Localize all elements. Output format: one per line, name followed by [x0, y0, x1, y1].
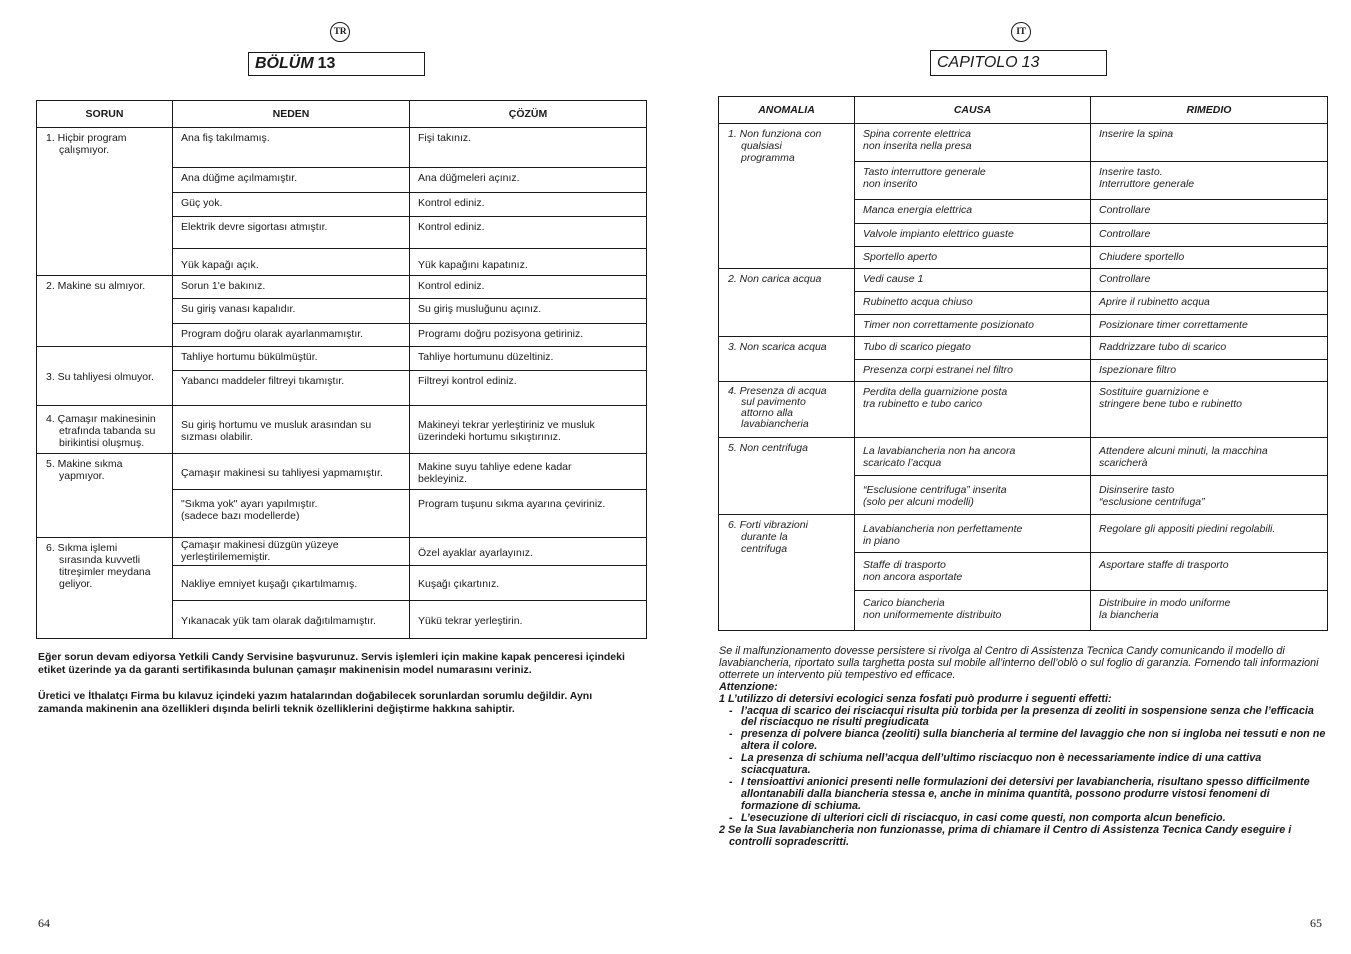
table-row	[719, 438, 1328, 476]
problem-cell: 1. Non funziona con qualsiasi programma	[719, 124, 855, 269]
cause-cell: Carico biancheria non uniformemente distribuito	[855, 591, 1091, 631]
list-item: - La presenza di schiuma nell’acqua dell’ultimo risciacquo non è necessariamente indice di una cattiva sciacquatura.	[729, 752, 1262, 777]
column-header-problem: ANOMALIA	[719, 97, 855, 124]
solution-cell: Programı doğru pozisyona getiriniz.	[410, 324, 647, 347]
cause-cell: Su giriş vanası kapalıdır.	[173, 299, 410, 324]
cause-cell: Sorun 1'e bakınız.	[173, 276, 410, 299]
solution-cell: Kontrol ediniz.	[410, 217, 647, 249]
solution-cell: Ana düğmeleri açınız.	[410, 168, 647, 193]
column-header-cause: CAUSA	[855, 97, 1091, 124]
solution-cell: Kuşağı çıkartınız.	[410, 566, 647, 601]
solution-cell: Yük kapağını kapatınız.	[410, 249, 647, 276]
table-row	[37, 538, 647, 566]
solution-cell: Chiudere sportello	[1091, 247, 1328, 269]
problem-cell: 2. Makine su almıyor.	[37, 276, 173, 347]
note-point-2: 2 Se la Sua lavabiancheria non funzionasse, prima di chiamare il Centro di Assistenza Tecnica Candy eseguire i controlli sopradescritti.	[719, 823, 1292, 848]
right-page	[676, 0, 1351, 954]
table-row	[37, 276, 647, 299]
solution-cell: Ispezionare filtro	[1091, 360, 1328, 382]
problem-cell: 6. Forti vibrazioni durante la centrifuga	[719, 515, 855, 631]
note-point-1: 1 L’utilizzo di detersivi ecologici senza fosfati può produrre i seguenti effetti:	[719, 692, 1112, 705]
problem-cell: 5. Non centrifuga	[719, 438, 855, 515]
cause-cell: Sportello aperto	[855, 247, 1091, 269]
solution-cell: Raddrizzare tubo di scarico	[1091, 337, 1328, 360]
problem-cell: 3. Su tahliyesi olmuyor.	[37, 347, 173, 406]
table-row	[719, 337, 1328, 360]
solution-cell: Özel ayaklar ayarlayınız.	[410, 538, 647, 566]
solution-cell: Posizionare timer correttamente	[1091, 315, 1328, 337]
solution-cell: Asportare staffe di trasporto	[1091, 553, 1328, 591]
cause-cell: Presenza corpi estranei nel filtro	[855, 360, 1091, 382]
solution-cell: Yükü tekrar yerleştirin.	[410, 601, 647, 639]
cause-cell: Timer non correttamente posizionato	[855, 315, 1091, 337]
chapter-number: 13	[317, 55, 336, 72]
solution-cell: Tahliye hortumunu düzeltiniz.	[410, 347, 647, 371]
problem-cell: 4. Presenza di acqua sul pavimento attorno alla lavabiancheria	[719, 382, 855, 438]
problem-cell: 5. Makine sıkma yapmıyor.	[37, 454, 173, 538]
service-note: Eğer sorun devam ediyorsa Yetkili Candy Servisine başvurunuz. Servis işlemleri için makine kapak penceresi içindeki etiket üzerinde ya da garanti sertifikasında bulunan çamaşır makinenisin model numarasını veriniz.	[38, 651, 625, 676]
problem-cell: 1. Hiçbir program çalışmıyor.	[37, 128, 173, 276]
cause-cell: Lavabiancheria non perfettamente in piano	[855, 515, 1091, 553]
table-row	[37, 128, 647, 168]
problem-cell: 2. Non carica acqua	[719, 269, 855, 337]
cause-cell: Manca energia elettrica	[855, 200, 1091, 224]
cause-cell: Tubo di scarico piegato	[855, 337, 1091, 360]
note-bullet-list	[719, 706, 1327, 825]
list-item: - I tensioattivi anionici presenti nelle formulazioni dei detersivi per lavabiancheria, risultano spesso difficilmente allontanabili dalla biancheria stessa e, anche in minima quantità, possono produrre vistosi fenomeni di formazione di schiuma.	[729, 775, 1310, 812]
chapter-number: 13	[1021, 54, 1040, 71]
cause-cell: Yük kapağı açık.	[173, 249, 410, 276]
cause-cell: Valvole impianto elettrico guaste	[855, 224, 1091, 247]
chapter-heading	[930, 50, 1107, 76]
cause-cell: Ana fiş takılmamış.	[173, 128, 410, 168]
problem-cell: 3. Non scarica acqua	[719, 337, 855, 382]
chapter-heading	[248, 52, 425, 76]
solution-cell: Fişi takınız.	[410, 128, 647, 168]
solution-cell: Kontrol ediniz.	[410, 276, 647, 299]
page-number: 64	[38, 916, 50, 930]
solution-cell: Makineyi tekrar yerleştiriniz ve musluk üzerindeki hortumu sıkıştırınız.	[410, 406, 647, 454]
solution-cell: Attendere alcuni minuti, la macchina scaricherà	[1091, 438, 1328, 476]
solution-cell: Aprire il rubinetto acqua	[1091, 292, 1328, 315]
solution-cell: Kontrol ediniz.	[410, 193, 647, 217]
solution-cell: Su giriş musluğunu açınız.	[410, 299, 647, 324]
table-row	[719, 269, 1328, 292]
solution-cell: Filtreyi kontrol ediniz.	[410, 371, 647, 406]
column-header-cause: NEDEN	[173, 101, 410, 128]
cause-cell: "Sıkma yok" ayarı yapılmıştır. (sadece bazı modellerde)	[173, 490, 410, 538]
cause-cell: Yabancı maddeler filtreyi tıkamıştır.	[173, 371, 410, 406]
cause-cell: Vedi cause 1	[855, 269, 1091, 292]
column-header-problem: SORUN	[37, 101, 173, 128]
table-row	[719, 124, 1328, 162]
table-row	[719, 382, 1328, 438]
solution-cell: Inserire la spina	[1091, 124, 1328, 162]
cause-cell: Yıkanacak yük tam olarak dağıtılmamıştır.	[173, 601, 410, 639]
assistance-intro: Se il malfunzionamento dovesse persistere si rivolga al Centro di Assistenza Tecnica Candy comunicando il modello di lavabiancheria, riportato sulla targhetta posta sul mobile all’interno dell’oblò o sul foglio di garanzia. Fornendo tali informazioni otterrete un intervento più tempestivo ed efficace.	[719, 645, 1319, 681]
solution-cell: Regolare gli appositi piedini regolabili.	[1091, 515, 1328, 553]
cause-cell: Tahliye hortumu bükülmüştür.	[173, 347, 410, 371]
cause-cell: Program doğru olarak ayarlanmamıştır.	[173, 324, 410, 347]
cause-cell: Çamaşır makinesi düzgün yüzeye yerleştirilememiştir.	[173, 538, 410, 566]
problem-cell: 6. Sıkma işlemi sırasında kuvvetli titreşimler meydana geliyor.	[37, 538, 173, 639]
cause-cell: Rubinetto acqua chiuso	[855, 292, 1091, 315]
cause-cell: Su giriş hortumu ve musluk arasından su sızması olabilir.	[173, 406, 410, 454]
solution-cell: Disinserire tasto “esclusione centrifuga”	[1091, 476, 1328, 515]
language-badge-tr: TR	[330, 22, 350, 42]
solution-cell: Makine suyu tahliye edene kadar bekleyiniz.	[410, 454, 647, 490]
cause-cell: “Esclusione centrifuga” inserita (solo per alcuni modelli)	[855, 476, 1091, 515]
language-badge-it: IT	[1011, 22, 1031, 42]
column-header-solution: ÇÖZÜM	[410, 101, 647, 128]
assistance-notes	[719, 646, 1327, 848]
cause-cell: Elektrik devre sigortası atmıştır.	[173, 217, 410, 249]
cause-cell: Staffe di trasporto non ancora asportate	[855, 553, 1091, 591]
cause-cell: Spina corrente elettrica non inserita nella presa	[855, 124, 1091, 162]
table-row	[37, 406, 647, 454]
cause-cell: Güç yok.	[173, 193, 410, 217]
solution-cell: Program tuşunu sıkma ayarına çeviriniz.	[410, 490, 647, 538]
solution-cell: Controllare	[1091, 200, 1328, 224]
problem-cell: 4. Çamaşır makinesinin etrafında tabanda su birikintisi oluşmuş.	[37, 406, 173, 454]
solution-cell: Controllare	[1091, 224, 1328, 247]
page-number: 65	[1310, 916, 1322, 930]
solution-cell: Distribuire in modo uniforme la biancheria	[1091, 591, 1328, 631]
chapter-label: BÖLÜM	[255, 55, 314, 72]
disclaimer-note: Üretici ve İthalatçı Firma bu kılavuz içindeki yazım hatalarından doğabilecek sorunlardan sorumlu değildir. Aynı zamanda makinenin ana özellikleri dışında belirli teknik özelliklerini değiştirme hakkına sahiptir.	[38, 690, 593, 715]
cause-cell: Çamaşır makinesi su tahliyesi yapmamıştır.	[173, 454, 410, 490]
cause-cell: Perdita della guarnizione posta tra rubinetto e tubo carico	[855, 382, 1091, 438]
list-item: - l’acqua di scarico dei risciacqui risulta più torbida per la presenza di zeoliti in sospensione senza che l’efficacia del risciacquo ne risulti pregiudicata	[729, 704, 1314, 729]
chapter-label: CAPITOLO	[937, 54, 1018, 71]
list-item: - L’esecuzione di ulteriori cicli di risciacquo, in casi come questi, non comporta alcun beneficio.	[729, 811, 1226, 824]
solution-cell: Inserire tasto. Interruttore generale	[1091, 162, 1328, 200]
solution-cell: Sostituire guarnizione e stringere bene tubo e rubinetto	[1091, 382, 1328, 438]
table-row	[37, 454, 647, 490]
cause-cell: Nakliye emniyet kuşağı çıkartılmamış.	[173, 566, 410, 601]
cause-cell: Ana düğme açılmamıştır.	[173, 168, 410, 193]
cause-cell: La lavabiancheria non ha ancora scaricato l’acqua	[855, 438, 1091, 476]
table-row	[37, 347, 647, 371]
table-row	[719, 515, 1328, 553]
column-header-solution: RIMEDIO	[1091, 97, 1328, 124]
troubleshooting-table-tr	[36, 100, 647, 639]
list-item: - presenza di polvere bianca (zeoliti) sulla biancheria al termine del lavaggio che non si ingloba nei tessuti e non ne altera il colore.	[729, 728, 1326, 753]
solution-cell: Controllare	[1091, 269, 1328, 292]
troubleshooting-table-it	[718, 96, 1328, 631]
service-notes	[38, 651, 638, 729]
cause-cell: Tasto interruttore generale non inserito	[855, 162, 1091, 200]
attention-label: Attenzione:	[719, 680, 778, 693]
